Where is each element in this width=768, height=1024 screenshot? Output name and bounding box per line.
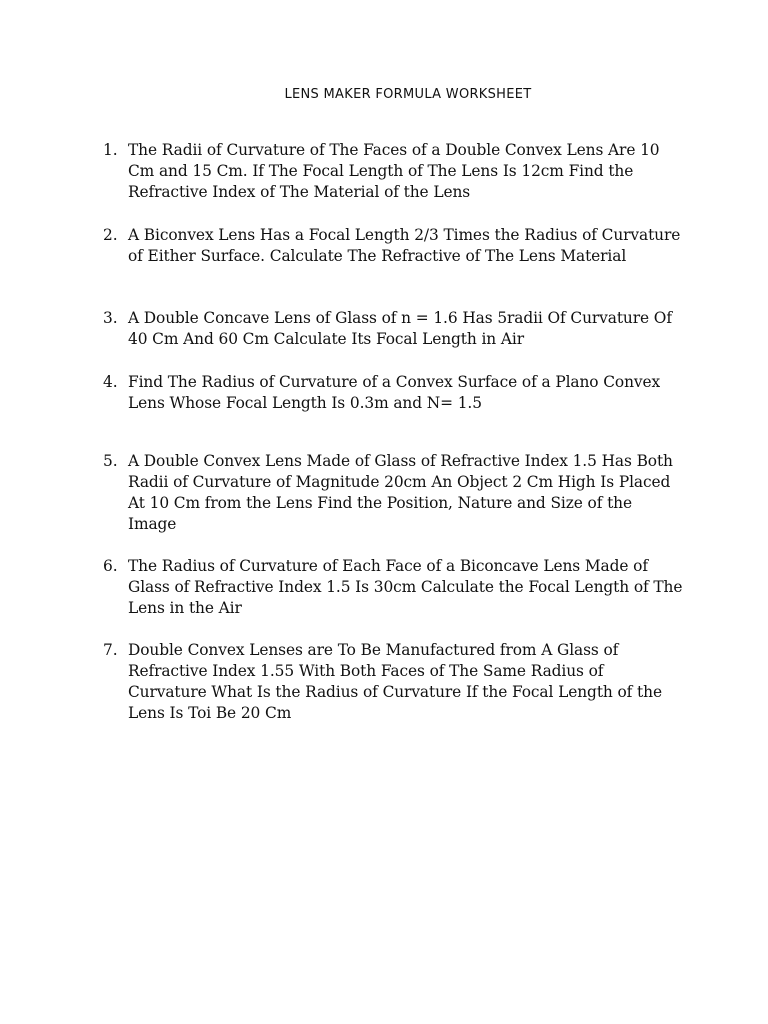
worksheet-title: LENS MAKER FORMULA WORKSHEET (284, 87, 532, 102)
question-text: A Double Convex Lens Made of Glass of Refractive Index 1.5 Has Both Radii of Curvature of Magnitude 20cm An Object 2 Cm High Is Placed At 10 Cm from the Lens Find the Position, Nature and Size of the Image (128, 452, 673, 533)
question-number: 7. (103, 641, 118, 659)
question-item (103, 372, 683, 414)
question-item (103, 451, 683, 535)
question-item (103, 640, 683, 724)
question-text: A Biconvex Lens Has a Focal Length 2/3 Times the Radius of Curvature of Either Surface. Calculate The Refractive of The Lens Material (128, 226, 681, 265)
question-text: The Radii of Curvature of The Faces of a Double Convex Lens Are 10 Cm and 15 Cm. If The Focal Length of The Lens Is 12cm Find the Refractive Index of The Material of the Lens (128, 141, 660, 201)
question-number: 6. (103, 557, 118, 575)
question-item (103, 308, 683, 350)
question-number: 2. (103, 226, 118, 244)
question-item (103, 556, 683, 619)
question-text: A Double Concave Lens of Glass of n = 1.6 Has 5radii Of Curvature Of 40 Cm And 60 Cm Calculate Its Focal Length in Air (128, 309, 672, 348)
question-text: Double Convex Lenses are To Be Manufactured from A Glass of Refractive Index 1.55 With Both Faces of The Same Radius of Curvature What Is the Radius of Curvature If the Focal Length of the Lens Is Toi Be 20 Cm (128, 641, 662, 722)
question-item (103, 140, 683, 203)
question-text: The Radius of Curvature of Each Face of a Biconcave Lens Made of Glass of Refractive Index 1.5 Is 30cm Calculate the Focal Length of The Lens in the Air (128, 557, 683, 617)
question-number: 4. (103, 373, 118, 391)
question-text: Find The Radius of Curvature of a Convex Surface of a Plano Convex Lens Whose Focal Length Is 0.3m and N= 1.5 (128, 373, 661, 412)
question-number: 1. (103, 141, 118, 159)
question-number: 5. (103, 452, 118, 470)
question-item (103, 225, 683, 267)
question-number: 3. (103, 309, 118, 327)
